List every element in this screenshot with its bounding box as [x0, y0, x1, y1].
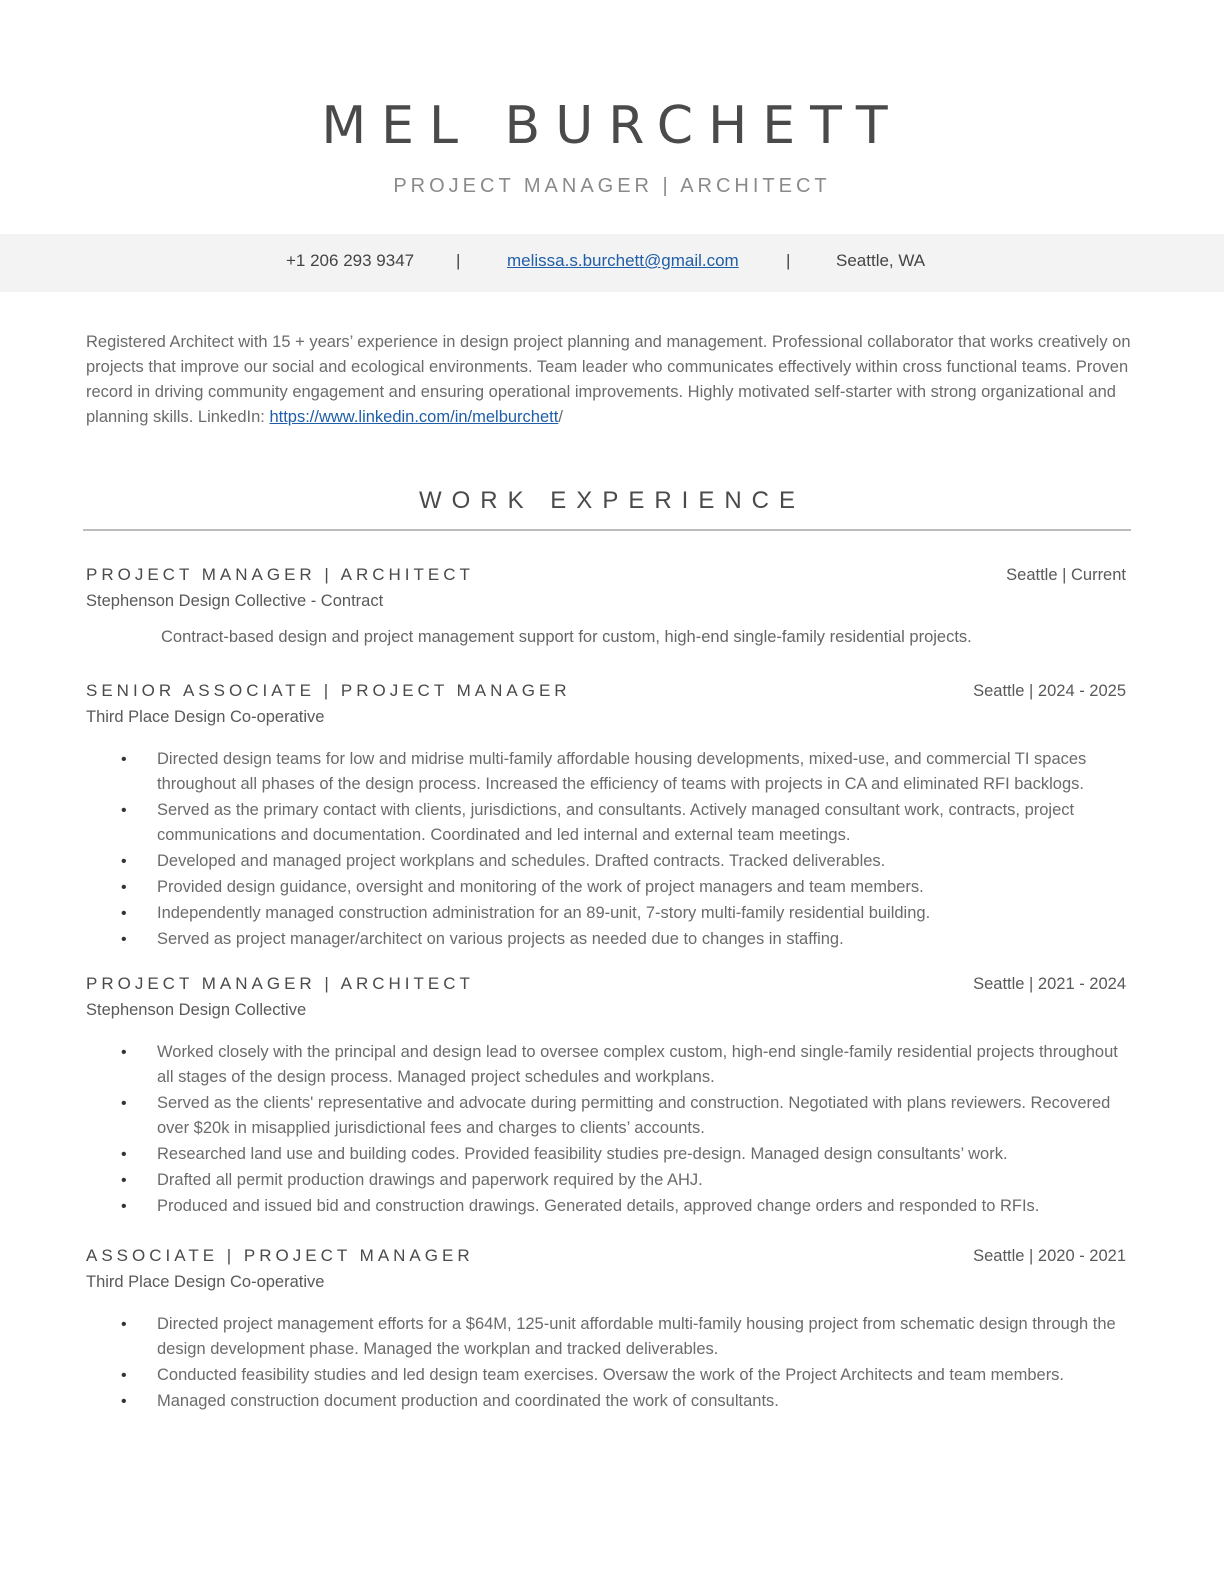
bullet-icon: •	[121, 853, 127, 870]
phone-number: +1 206 293 9347	[286, 251, 415, 270]
bullet-icon: •	[121, 1172, 127, 1189]
section-heading-work-experience: WORK EXPERIENCE	[418, 487, 806, 514]
section-divider	[83, 529, 1131, 531]
responsibilities-list	[86, 747, 1126, 953]
job-description: Contract-based design and project management support for custom, high-end single-family residential projects.	[161, 628, 972, 646]
job-title: SENIOR ASSOCIATE | PROJECT MANAGER	[86, 681, 571, 700]
bullet-icon: •	[121, 1198, 127, 1215]
company-name: Stephenson Design Collective - Contract	[86, 592, 384, 610]
bullet-icon: •	[121, 1044, 127, 1061]
email-link[interactable]: melissa.s.burchett@gmail.com	[507, 251, 739, 270]
summary-text: Registered Architect with 15 + years’ experience in design project planning and management. Professional collaborator that works creatively on projects that improve our social and ecological environments. Team leader who communicates effectively within cross functional teams. Proven record in driving community engagement and ensuring operational improvements. Highly motivated self-starter with strong organizational and planning skills. LinkedIn:	[86, 333, 1131, 426]
contact-separator: |	[786, 251, 791, 270]
bullet-icon: •	[121, 1367, 127, 1384]
list-item: • Developed and managed project workplans and schedules. Drafted contracts. Tracked deliverables.	[86, 849, 1126, 874]
list-item: • Directed project management efforts for a $64M, 125-unit affordable multi-family housing project from schematic design through the design development phase. Managed the workplan and tracked deliverables.	[86, 1312, 1126, 1362]
responsibilities-list	[86, 1040, 1126, 1220]
list-item: • Served as the clients' representative and advocate during permitting and construction. Negotiated with plans reviewers. Recovered over $20k in misapplied jurisdictional fees and charges to clients’ accounts.	[86, 1091, 1126, 1141]
contact-bar	[0, 234, 1224, 292]
candidate-name: MEL BURCHETT	[321, 96, 903, 156]
list-item: • Served as the primary contact with clients, jurisdictions, and consultants. Actively managed consultant work, contracts, project communications and documentation. Coordinated and led internal and external team meetings.	[86, 798, 1126, 848]
company-name: Stephenson Design Collective	[86, 1001, 307, 1019]
list-item: • Provided design guidance, oversight and monitoring of the work of project managers and team members.	[86, 875, 1126, 900]
bullet-icon: •	[121, 905, 127, 922]
job-title: PROJECT MANAGER | ARCHITECT	[86, 565, 474, 584]
job-location-date: Seattle | Current	[1006, 566, 1126, 584]
linkedin-suffix: /	[558, 408, 563, 426]
professional-title: PROJECT MANAGER | ARCHITECT	[393, 175, 831, 197]
job-location-date: Seattle | 2024 - 2025	[973, 682, 1126, 700]
list-item: • Researched land use and building codes. Provided feasibility studies pre-design. Managed design consultants’ work.	[86, 1142, 1126, 1167]
job-location-date: Seattle | 2021 - 2024	[973, 975, 1126, 993]
job-title: PROJECT MANAGER | ARCHITECT	[86, 974, 474, 993]
bullet-icon: •	[121, 879, 127, 896]
location: Seattle, WA	[836, 251, 926, 270]
responsibilities-list	[86, 1312, 1126, 1415]
bullet-icon: •	[121, 751, 127, 768]
bullet-icon: •	[121, 1393, 127, 1410]
job-location-date: Seattle | 2020 - 2021	[973, 1247, 1126, 1265]
list-item: • Worked closely with the principal and design lead to oversee complex custom, high-end single-family residential projects throughout all stages of the design process. Managed project schedules and workplans.	[86, 1040, 1126, 1090]
company-name: Third Place Design Co-operative	[86, 708, 325, 726]
professional-summary	[86, 330, 1136, 430]
company-name: Third Place Design Co-operative	[86, 1273, 325, 1291]
job-title: ASSOCIATE | PROJECT MANAGER	[86, 1246, 474, 1265]
bullet-icon: •	[121, 931, 127, 948]
contact-separator: |	[456, 251, 461, 270]
list-item: • Drafted all permit production drawings and paperwork required by the AHJ.	[86, 1168, 1126, 1193]
list-item: • Managed construction document production and coordinated the work of consultants.	[86, 1389, 1126, 1414]
list-item: • Directed design teams for low and midrise multi-family affordable housing developments, mixed-use, and commercial TI spaces throughout all phases of the design process. Increased the efficiency of teams with projects in CA and eliminated RFI backlogs.	[86, 747, 1126, 797]
bullet-icon: •	[121, 1316, 127, 1333]
list-item: • Independently managed construction administration for an 89-unit, 7-story multi-family residential building.	[86, 901, 1126, 926]
bullet-icon: •	[121, 802, 127, 819]
bullet-icon: •	[121, 1095, 127, 1112]
list-item: • Produced and issued bid and construction drawings. Generated details, approved change orders and responded to RFIs.	[86, 1194, 1126, 1219]
bullet-icon: •	[121, 1146, 127, 1163]
linkedin-link[interactable]: https://www.linkedin.com/in/melburchett	[269, 408, 559, 426]
list-item: • Served as project manager/architect on various projects as needed due to changes in staffing.	[86, 927, 1126, 952]
list-item: • Conducted feasibility studies and led design team exercises. Oversaw the work of the Project Architects and team members.	[86, 1363, 1126, 1388]
